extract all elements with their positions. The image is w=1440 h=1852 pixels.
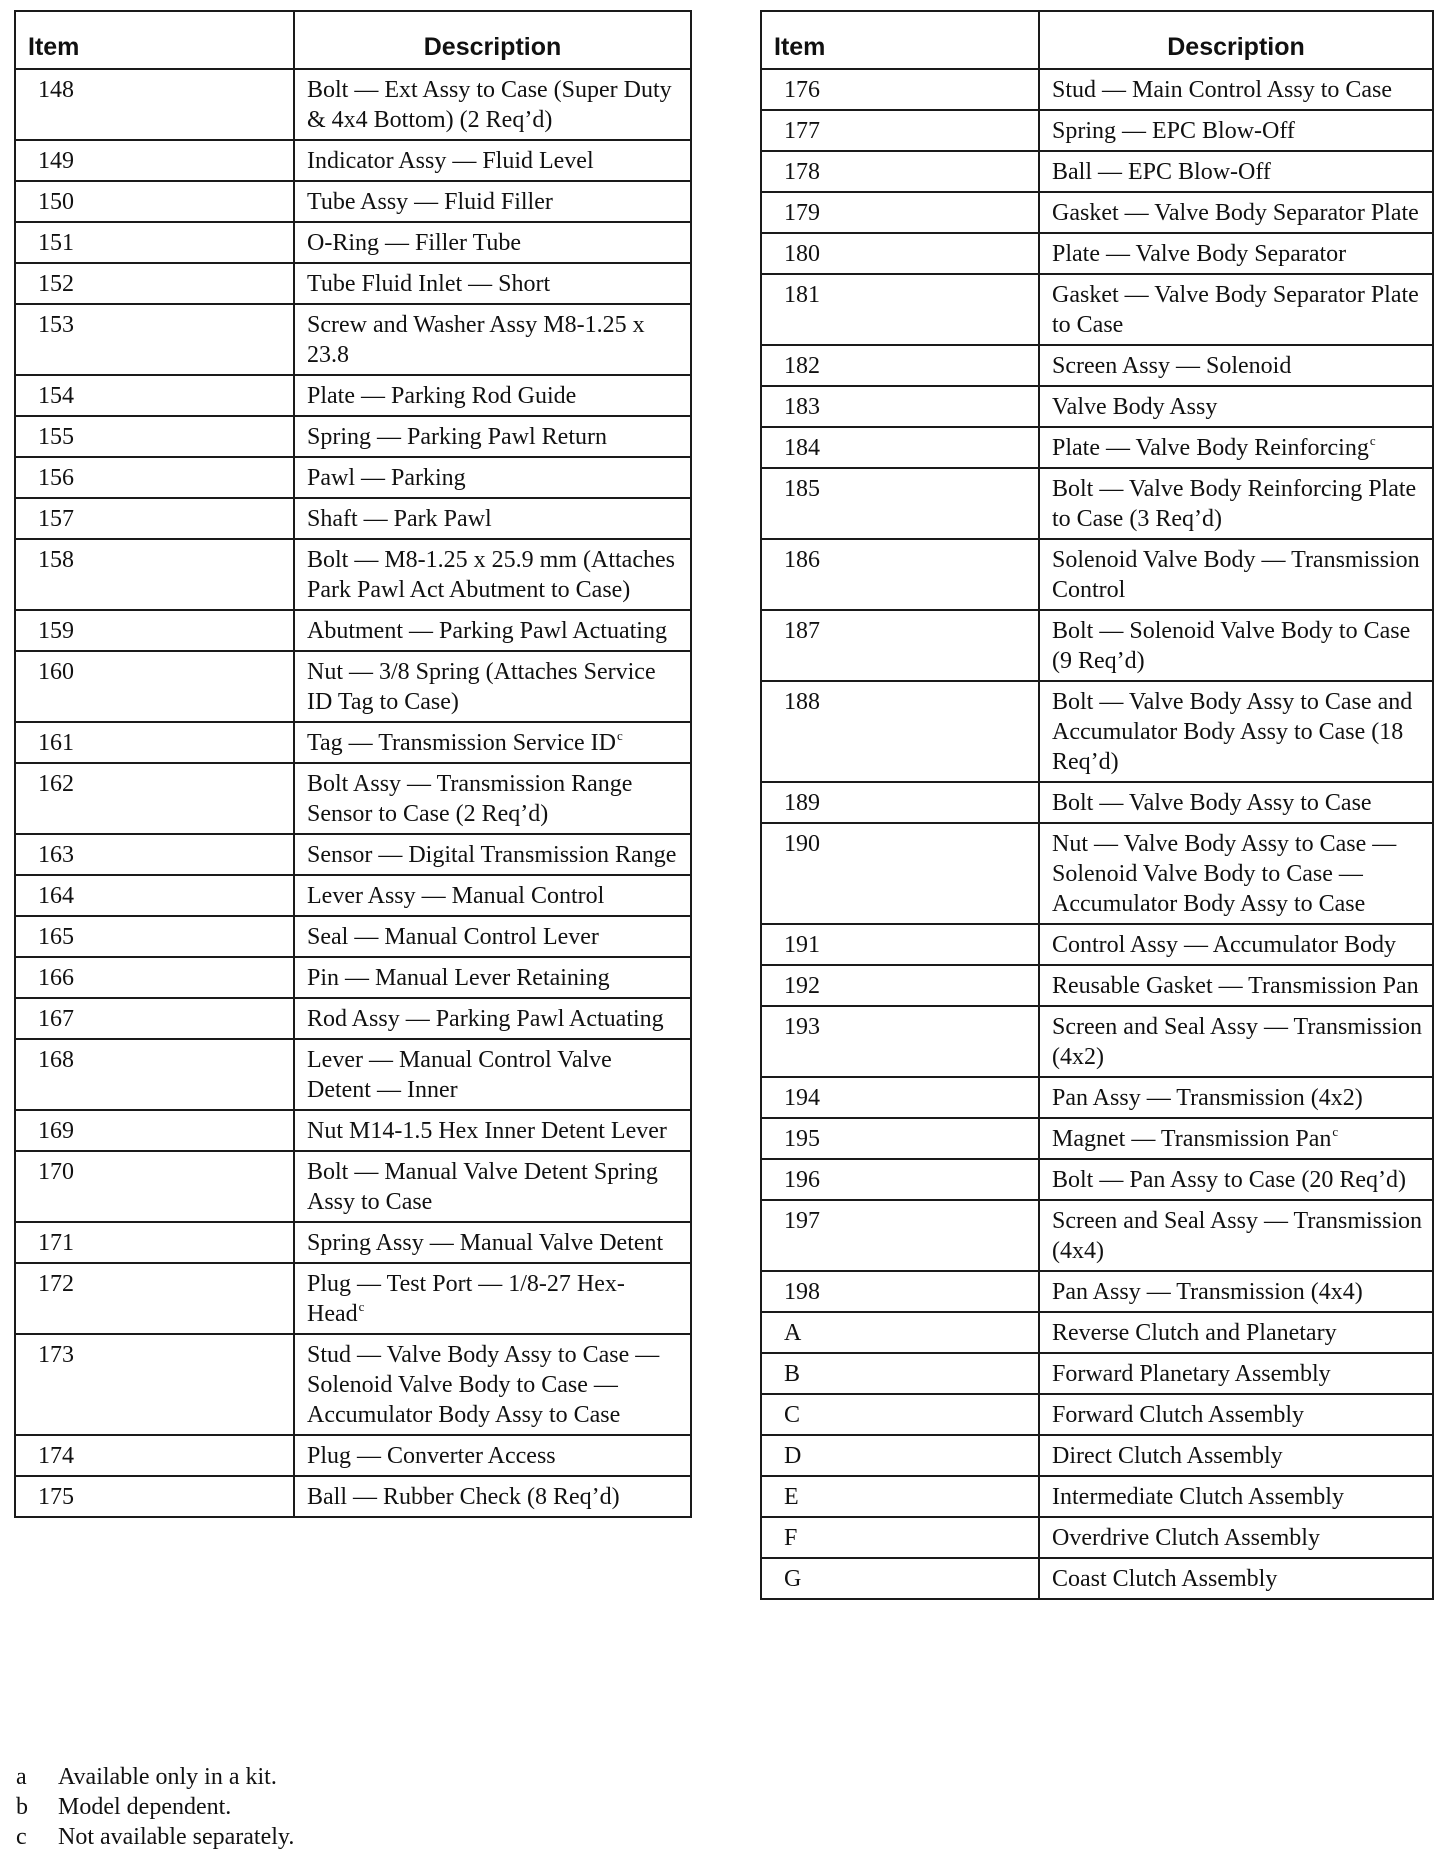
table-row bbox=[15, 304, 691, 375]
footnote-key: b bbox=[16, 1794, 28, 1820]
item-description bbox=[1039, 110, 1433, 151]
item-number: 172 bbox=[15, 1263, 294, 1334]
description-text: Spring — EPC Blow-Off bbox=[1052, 118, 1295, 144]
description-text: Screen and Seal Assy — Transmission (4x2) bbox=[1052, 1014, 1423, 1070]
description-column-header: Description bbox=[294, 11, 691, 69]
table-row bbox=[761, 110, 1433, 151]
item-description bbox=[294, 457, 691, 498]
description-text: Spring — Parking Pawl Return bbox=[307, 424, 607, 450]
table-row bbox=[15, 1476, 691, 1517]
item-number: 159 bbox=[15, 610, 294, 651]
item-description bbox=[1039, 386, 1433, 427]
item-number: E bbox=[761, 1476, 1039, 1517]
item-number: 155 bbox=[15, 416, 294, 457]
item-number: 168 bbox=[15, 1039, 294, 1110]
table-row bbox=[15, 957, 691, 998]
table-row bbox=[15, 1263, 691, 1334]
item-description bbox=[294, 610, 691, 651]
description-text: Overdrive Clutch Assembly bbox=[1052, 1525, 1320, 1551]
table-row bbox=[15, 140, 691, 181]
description-text: Pawl — Parking bbox=[307, 465, 466, 491]
table-row bbox=[761, 1312, 1433, 1353]
item-number: 197 bbox=[761, 1200, 1039, 1271]
item-description bbox=[294, 1334, 691, 1435]
description-text: Direct Clutch Assembly bbox=[1052, 1443, 1283, 1469]
description-column-header: Description bbox=[1039, 11, 1433, 69]
table-row bbox=[15, 1435, 691, 1476]
table-row bbox=[15, 498, 691, 539]
item-description bbox=[294, 263, 691, 304]
description-text: Bolt — Valve Body Assy to Case bbox=[1052, 790, 1372, 816]
table-row bbox=[761, 468, 1433, 539]
table-row bbox=[761, 1077, 1433, 1118]
table-row bbox=[761, 386, 1433, 427]
item-number: G bbox=[761, 1558, 1039, 1599]
footnote-text: Not available separately. bbox=[58, 1824, 295, 1850]
item-number: 198 bbox=[761, 1271, 1039, 1312]
item-description bbox=[294, 304, 691, 375]
footnote-marker: c bbox=[616, 728, 623, 743]
item-number: 174 bbox=[15, 1435, 294, 1476]
item-number: 179 bbox=[761, 192, 1039, 233]
description-text: Coast Clutch Assembly bbox=[1052, 1566, 1278, 1592]
description-text: Tag — Transmission Service ID bbox=[307, 730, 616, 756]
item-number: 166 bbox=[15, 957, 294, 998]
table-row bbox=[15, 222, 691, 263]
description-text: Ball — Rubber Check (8 Req’d) bbox=[307, 1484, 620, 1510]
footnote-text: Available only in a kit. bbox=[58, 1764, 277, 1790]
description-text: Bolt — Valve Body Reinforcing Plate to Case (3 Req’d) bbox=[1052, 476, 1417, 532]
item-number: D bbox=[761, 1435, 1039, 1476]
item-description bbox=[1039, 233, 1433, 274]
item-description bbox=[1039, 274, 1433, 345]
description-text: Nut — Valve Body Assy to Case — Solenoid Valve Body to Case — Accumulator Body Assy to Case bbox=[1052, 831, 1397, 917]
table-row bbox=[761, 1558, 1433, 1599]
item-number: F bbox=[761, 1517, 1039, 1558]
item-column-header: Item bbox=[15, 11, 294, 69]
item-number: 190 bbox=[761, 823, 1039, 924]
item-description bbox=[294, 998, 691, 1039]
description-text: Lever — Manual Control Valve Detent — Inner bbox=[307, 1047, 612, 1103]
item-number: 153 bbox=[15, 304, 294, 375]
item-description bbox=[1039, 1312, 1433, 1353]
table-row bbox=[761, 233, 1433, 274]
table-row bbox=[15, 1151, 691, 1222]
table-row bbox=[15, 1334, 691, 1435]
item-description bbox=[1039, 1271, 1433, 1312]
item-number: A bbox=[761, 1312, 1039, 1353]
table-row bbox=[761, 1200, 1433, 1271]
item-description bbox=[1039, 539, 1433, 610]
description-text: Nut M14-1.5 Hex Inner Detent Lever bbox=[307, 1118, 667, 1144]
description-text: Stud — Valve Body Assy to Case — Solenoid Valve Body to Case — Accumulator Body Assy to Case bbox=[307, 1342, 660, 1428]
table-row bbox=[761, 345, 1433, 386]
table-row bbox=[761, 1435, 1433, 1476]
item-description bbox=[294, 498, 691, 539]
item-number: 176 bbox=[761, 69, 1039, 110]
item-number: 167 bbox=[15, 998, 294, 1039]
table-row bbox=[761, 1159, 1433, 1200]
item-description bbox=[294, 875, 691, 916]
item-description bbox=[294, 1263, 691, 1334]
item-description bbox=[1039, 151, 1433, 192]
description-text: Gasket — Valve Body Separator Plate bbox=[1052, 200, 1419, 226]
item-number: 170 bbox=[15, 1151, 294, 1222]
description-text: Plate — Parking Rod Guide bbox=[307, 383, 577, 409]
item-description bbox=[294, 416, 691, 457]
footnote-marker: c bbox=[1332, 1124, 1339, 1139]
item-number: 194 bbox=[761, 1077, 1039, 1118]
table-header-row bbox=[15, 11, 691, 69]
item-description bbox=[1039, 345, 1433, 386]
description-text: Magnet — Transmission Pan bbox=[1052, 1126, 1332, 1152]
table-row bbox=[15, 834, 691, 875]
table-row bbox=[15, 651, 691, 722]
item-number: 163 bbox=[15, 834, 294, 875]
item-number: 184 bbox=[761, 427, 1039, 468]
item-description bbox=[1039, 823, 1433, 924]
item-number: 195 bbox=[761, 1118, 1039, 1159]
item-number: 188 bbox=[761, 681, 1039, 782]
item-number: 164 bbox=[15, 875, 294, 916]
description-text: Spring Assy — Manual Valve Detent bbox=[307, 1230, 664, 1256]
table-row bbox=[15, 610, 691, 651]
item-description bbox=[294, 957, 691, 998]
item-number: 149 bbox=[15, 140, 294, 181]
item-description bbox=[1039, 1394, 1433, 1435]
item-description bbox=[1039, 1476, 1433, 1517]
item-description bbox=[294, 1222, 691, 1263]
table-row bbox=[761, 965, 1433, 1006]
item-column-header: Item bbox=[761, 11, 1039, 69]
table-row bbox=[15, 998, 691, 1039]
item-number: 171 bbox=[15, 1222, 294, 1263]
description-text: Tube Fluid Inlet — Short bbox=[307, 271, 551, 297]
description-text: Intermediate Clutch Assembly bbox=[1052, 1484, 1344, 1510]
description-text: Indicator Assy — Fluid Level bbox=[307, 148, 594, 174]
description-text: Bolt — M8-1.25 x 25.9 mm (Attaches Park Pawl Act Abutment to Case) bbox=[307, 547, 675, 603]
table-row bbox=[15, 375, 691, 416]
footnote-text: Model dependent. bbox=[58, 1794, 232, 1820]
item-number: 185 bbox=[761, 468, 1039, 539]
table-row bbox=[15, 263, 691, 304]
item-number: 181 bbox=[761, 274, 1039, 345]
description-text: O-Ring — Filler Tube bbox=[307, 230, 522, 256]
item-description bbox=[294, 834, 691, 875]
description-text: Stud — Main Control Assy to Case bbox=[1052, 77, 1393, 103]
description-text: Pan Assy — Transmission (4x4) bbox=[1052, 1279, 1363, 1305]
item-description bbox=[1039, 1353, 1433, 1394]
table-row bbox=[761, 782, 1433, 823]
description-text: Bolt — Solenoid Valve Body to Case (9 Req’d) bbox=[1052, 618, 1411, 674]
table-row bbox=[761, 539, 1433, 610]
item-description bbox=[1039, 1517, 1433, 1558]
item-number: 158 bbox=[15, 539, 294, 610]
table-row bbox=[15, 181, 691, 222]
table-row bbox=[761, 151, 1433, 192]
item-description bbox=[1039, 69, 1433, 110]
item-number: C bbox=[761, 1394, 1039, 1435]
item-number: 156 bbox=[15, 457, 294, 498]
description-text: Tube Assy — Fluid Filler bbox=[307, 189, 553, 215]
item-number: 192 bbox=[761, 965, 1039, 1006]
footnote-marker: c bbox=[1369, 433, 1376, 448]
description-text: Pin — Manual Lever Retaining bbox=[307, 965, 610, 991]
item-description bbox=[294, 1151, 691, 1222]
description-text: Bolt — Ext Assy to Case (Super Duty & 4x4 Bottom) (2 Req’d) bbox=[307, 77, 672, 133]
table-row bbox=[15, 722, 691, 763]
description-text: Screen Assy — Solenoid bbox=[1052, 353, 1292, 379]
item-number: 148 bbox=[15, 69, 294, 140]
item-number: B bbox=[761, 1353, 1039, 1394]
description-text: Bolt — Pan Assy to Case (20 Req’d) bbox=[1052, 1167, 1406, 1193]
description-text: Seal — Manual Control Lever bbox=[307, 924, 599, 950]
table-row bbox=[15, 1110, 691, 1151]
description-text: Forward Clutch Assembly bbox=[1052, 1402, 1304, 1428]
footnote bbox=[16, 1762, 294, 1792]
item-number: 160 bbox=[15, 651, 294, 722]
item-number: 161 bbox=[15, 722, 294, 763]
footnote-key: a bbox=[16, 1764, 27, 1790]
table-row bbox=[761, 1006, 1433, 1077]
description-text: Bolt Assy — Transmission Range Sensor to Case (2 Req’d) bbox=[307, 771, 633, 827]
item-number: 180 bbox=[761, 233, 1039, 274]
item-number: 182 bbox=[761, 345, 1039, 386]
item-description bbox=[294, 539, 691, 610]
description-text: Lever Assy — Manual Control bbox=[307, 883, 605, 909]
item-number: 178 bbox=[761, 151, 1039, 192]
description-text: Sensor — Digital Transmission Range bbox=[307, 842, 677, 868]
item-description bbox=[294, 69, 691, 140]
description-text: Forward Planetary Assembly bbox=[1052, 1361, 1331, 1387]
item-number: 187 bbox=[761, 610, 1039, 681]
table-row bbox=[15, 416, 691, 457]
item-description bbox=[1039, 1435, 1433, 1476]
item-description bbox=[294, 375, 691, 416]
item-description bbox=[1039, 1118, 1433, 1159]
item-number: 177 bbox=[761, 110, 1039, 151]
item-description bbox=[294, 651, 691, 722]
item-number: 157 bbox=[15, 498, 294, 539]
table-row bbox=[761, 610, 1433, 681]
item-description bbox=[1039, 965, 1433, 1006]
description-text: Solenoid Valve Body — Transmission Control bbox=[1052, 547, 1420, 603]
item-description bbox=[294, 722, 691, 763]
table-row bbox=[15, 1222, 691, 1263]
item-description bbox=[1039, 782, 1433, 823]
description-text: Plate — Valve Body Separator bbox=[1052, 241, 1347, 267]
parts-table-right bbox=[760, 10, 1434, 1600]
item-description bbox=[1039, 427, 1433, 468]
description-text: Bolt — Manual Valve Detent Spring Assy to Case bbox=[307, 1159, 658, 1215]
description-text: Valve Body Assy bbox=[1052, 394, 1218, 420]
item-number: 183 bbox=[761, 386, 1039, 427]
item-number: 165 bbox=[15, 916, 294, 957]
footnote-key: c bbox=[16, 1824, 27, 1850]
item-number: 193 bbox=[761, 1006, 1039, 1077]
table-row bbox=[761, 192, 1433, 233]
item-description bbox=[294, 763, 691, 834]
item-number: 154 bbox=[15, 375, 294, 416]
table-row bbox=[761, 69, 1433, 110]
parts-table-left bbox=[14, 10, 692, 1518]
item-number: 151 bbox=[15, 222, 294, 263]
item-description bbox=[294, 1476, 691, 1517]
description-text: Screw and Washer Assy M8-1.25 x 23.8 bbox=[307, 312, 645, 368]
item-number: 175 bbox=[15, 1476, 294, 1517]
item-description bbox=[1039, 1200, 1433, 1271]
table-row bbox=[761, 1476, 1433, 1517]
item-description bbox=[1039, 1077, 1433, 1118]
description-text: Plug — Converter Access bbox=[307, 1443, 556, 1469]
description-text: Control Assy — Accumulator Body bbox=[1052, 932, 1396, 958]
table-row bbox=[761, 1394, 1433, 1435]
item-description bbox=[1039, 192, 1433, 233]
footnote bbox=[16, 1792, 294, 1822]
table-row bbox=[15, 69, 691, 140]
description-text: Gasket — Valve Body Separator Plate to Case bbox=[1052, 282, 1419, 338]
item-description bbox=[1039, 468, 1433, 539]
description-text: Reusable Gasket — Transmission Pan bbox=[1052, 973, 1419, 999]
item-description bbox=[294, 222, 691, 263]
description-text: Ball — EPC Blow-Off bbox=[1052, 159, 1271, 185]
table-row bbox=[15, 457, 691, 498]
table-row bbox=[761, 823, 1433, 924]
description-text: Nut — 3/8 Spring (Attaches Service ID Tag to Case) bbox=[307, 659, 656, 715]
item-description bbox=[294, 140, 691, 181]
table-row bbox=[15, 539, 691, 610]
table-row bbox=[15, 1039, 691, 1110]
description-text: Reverse Clutch and Planetary bbox=[1052, 1320, 1337, 1346]
table-row bbox=[761, 1118, 1433, 1159]
description-text: Screen and Seal Assy — Transmission (4x4) bbox=[1052, 1208, 1423, 1264]
item-number: 189 bbox=[761, 782, 1039, 823]
item-description bbox=[294, 1435, 691, 1476]
item-number: 152 bbox=[15, 263, 294, 304]
item-description bbox=[1039, 1558, 1433, 1599]
description-text: Pan Assy — Transmission (4x2) bbox=[1052, 1085, 1363, 1111]
item-number: 150 bbox=[15, 181, 294, 222]
item-description bbox=[294, 181, 691, 222]
description-text: Plug — Test Port — 1/8-27 Hex-Head bbox=[307, 1271, 625, 1327]
footnote-marker: c bbox=[358, 1299, 365, 1314]
item-number: 162 bbox=[15, 763, 294, 834]
table-row bbox=[761, 427, 1433, 468]
table-row bbox=[761, 1353, 1433, 1394]
description-text: Bolt — Valve Body Assy to Case and Accumulator Body Assy to Case (18 Req’d) bbox=[1052, 689, 1413, 775]
description-text: Plate — Valve Body Reinforcing bbox=[1052, 435, 1369, 461]
description-text: Abutment — Parking Pawl Actuating bbox=[307, 618, 667, 644]
footnote bbox=[16, 1822, 294, 1852]
table-row bbox=[761, 274, 1433, 345]
table-row bbox=[15, 916, 691, 957]
table-row bbox=[761, 1517, 1433, 1558]
item-description bbox=[294, 1039, 691, 1110]
item-description bbox=[294, 916, 691, 957]
table-row bbox=[761, 1271, 1433, 1312]
item-description bbox=[1039, 1159, 1433, 1200]
description-text: Shaft — Park Pawl bbox=[307, 506, 492, 532]
table-row bbox=[761, 681, 1433, 782]
item-number: 173 bbox=[15, 1334, 294, 1435]
table-row bbox=[761, 924, 1433, 965]
item-description bbox=[294, 1110, 691, 1151]
table-header-row bbox=[761, 11, 1433, 69]
table-row bbox=[15, 875, 691, 916]
item-description bbox=[1039, 1006, 1433, 1077]
item-number: 196 bbox=[761, 1159, 1039, 1200]
footnotes bbox=[16, 1762, 294, 1852]
item-number: 186 bbox=[761, 539, 1039, 610]
description-text: Rod Assy — Parking Pawl Actuating bbox=[307, 1006, 664, 1032]
item-number: 169 bbox=[15, 1110, 294, 1151]
item-description bbox=[1039, 610, 1433, 681]
item-description bbox=[1039, 924, 1433, 965]
item-description bbox=[1039, 681, 1433, 782]
item-number: 191 bbox=[761, 924, 1039, 965]
table-row bbox=[15, 763, 691, 834]
